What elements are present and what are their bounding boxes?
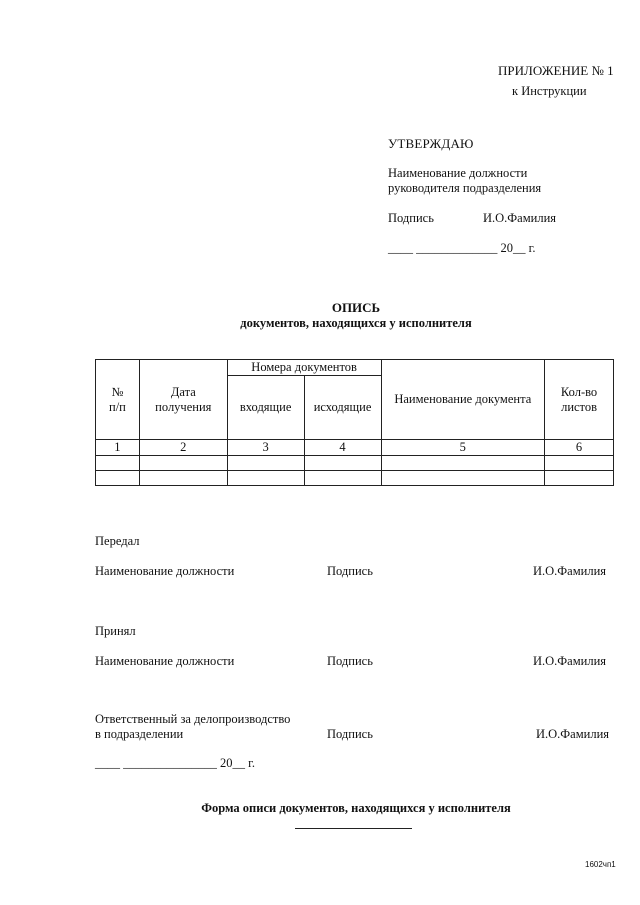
table-row — [96, 456, 614, 471]
inventory-table — [95, 359, 614, 486]
approval-position-line2: руководителя подразделения — [388, 181, 542, 195]
accepted-signature: Подпись — [327, 654, 373, 668]
approval-position-line1: Наименование должности — [388, 166, 528, 180]
accepted-position: Наименование должности — [95, 654, 235, 668]
approval-name: И.О.Фамилия — [483, 211, 557, 225]
table-cell[interactable] — [96, 456, 140, 471]
table-cell[interactable] — [96, 471, 140, 486]
table-cell[interactable] — [381, 471, 545, 486]
header-no — [96, 360, 140, 440]
document-title: ОПИСЬ — [331, 300, 381, 315]
header-no-text: № п/п — [109, 384, 126, 414]
document-subtitle: документов, находящихся у исполнителя — [240, 316, 472, 330]
table-cell[interactable] — [304, 456, 381, 471]
passed-position: Наименование должности — [95, 564, 235, 578]
header-date — [139, 360, 227, 440]
table-row-numbers — [96, 440, 614, 456]
header-doc-name: Наименование документа — [381, 360, 545, 440]
passed-name: И.О.Фамилия — [533, 564, 607, 578]
header-date-text: Дата получения — [155, 384, 212, 414]
appendix-subtitle: к Инструкции — [512, 84, 587, 98]
responsible-position-line2: в подразделении — [95, 727, 184, 741]
header-incoming: входящие — [227, 376, 304, 440]
table-cell[interactable] — [139, 456, 227, 471]
header-qty-text: Кол-во листов — [560, 384, 598, 414]
table-cell[interactable] — [545, 456, 614, 471]
passed-signature: Подпись — [327, 564, 373, 578]
table-cell[interactable] — [545, 471, 614, 486]
responsible-signature: Подпись — [327, 727, 373, 741]
caption-underline — [295, 828, 412, 829]
table-cell[interactable] — [304, 471, 381, 486]
header-outgoing: исходящие — [304, 376, 381, 440]
footer-code: 1602чп1 — [585, 860, 616, 869]
appendix-title: ПРИЛОЖЕНИЕ № 1 — [498, 63, 614, 78]
header-numbers-group: Номера документов — [227, 360, 381, 376]
form-caption: Форма описи документов, находящихся у исполнителя — [201, 801, 511, 815]
col-number: 2 — [139, 440, 227, 456]
approval-date: ____ _____________ 20__ г. — [388, 241, 536, 255]
accepted-name: И.О.Фамилия — [533, 654, 607, 668]
col-number: 3 — [227, 440, 304, 456]
responsible-position-line1: Ответственный за делопроизводство — [95, 712, 291, 726]
col-number: 4 — [304, 440, 381, 456]
passed-heading: Передал — [95, 534, 140, 548]
header-qty — [545, 360, 614, 440]
responsible-name: И.О.Фамилия — [536, 727, 610, 741]
col-number: 1 — [96, 440, 140, 456]
accepted-heading: Принял — [95, 624, 136, 638]
responsible-date: ____ _______________ 20__ г. — [95, 756, 255, 770]
col-number: 6 — [545, 440, 614, 456]
approval-signature: Подпись — [388, 211, 434, 225]
table-cell[interactable] — [227, 456, 304, 471]
col-number: 5 — [381, 440, 545, 456]
approval-heading: УТВЕРЖДАЮ — [388, 136, 474, 151]
table-cell[interactable] — [139, 471, 227, 486]
table-cell[interactable] — [227, 471, 304, 486]
table-row — [96, 471, 614, 486]
table-cell[interactable] — [381, 456, 545, 471]
